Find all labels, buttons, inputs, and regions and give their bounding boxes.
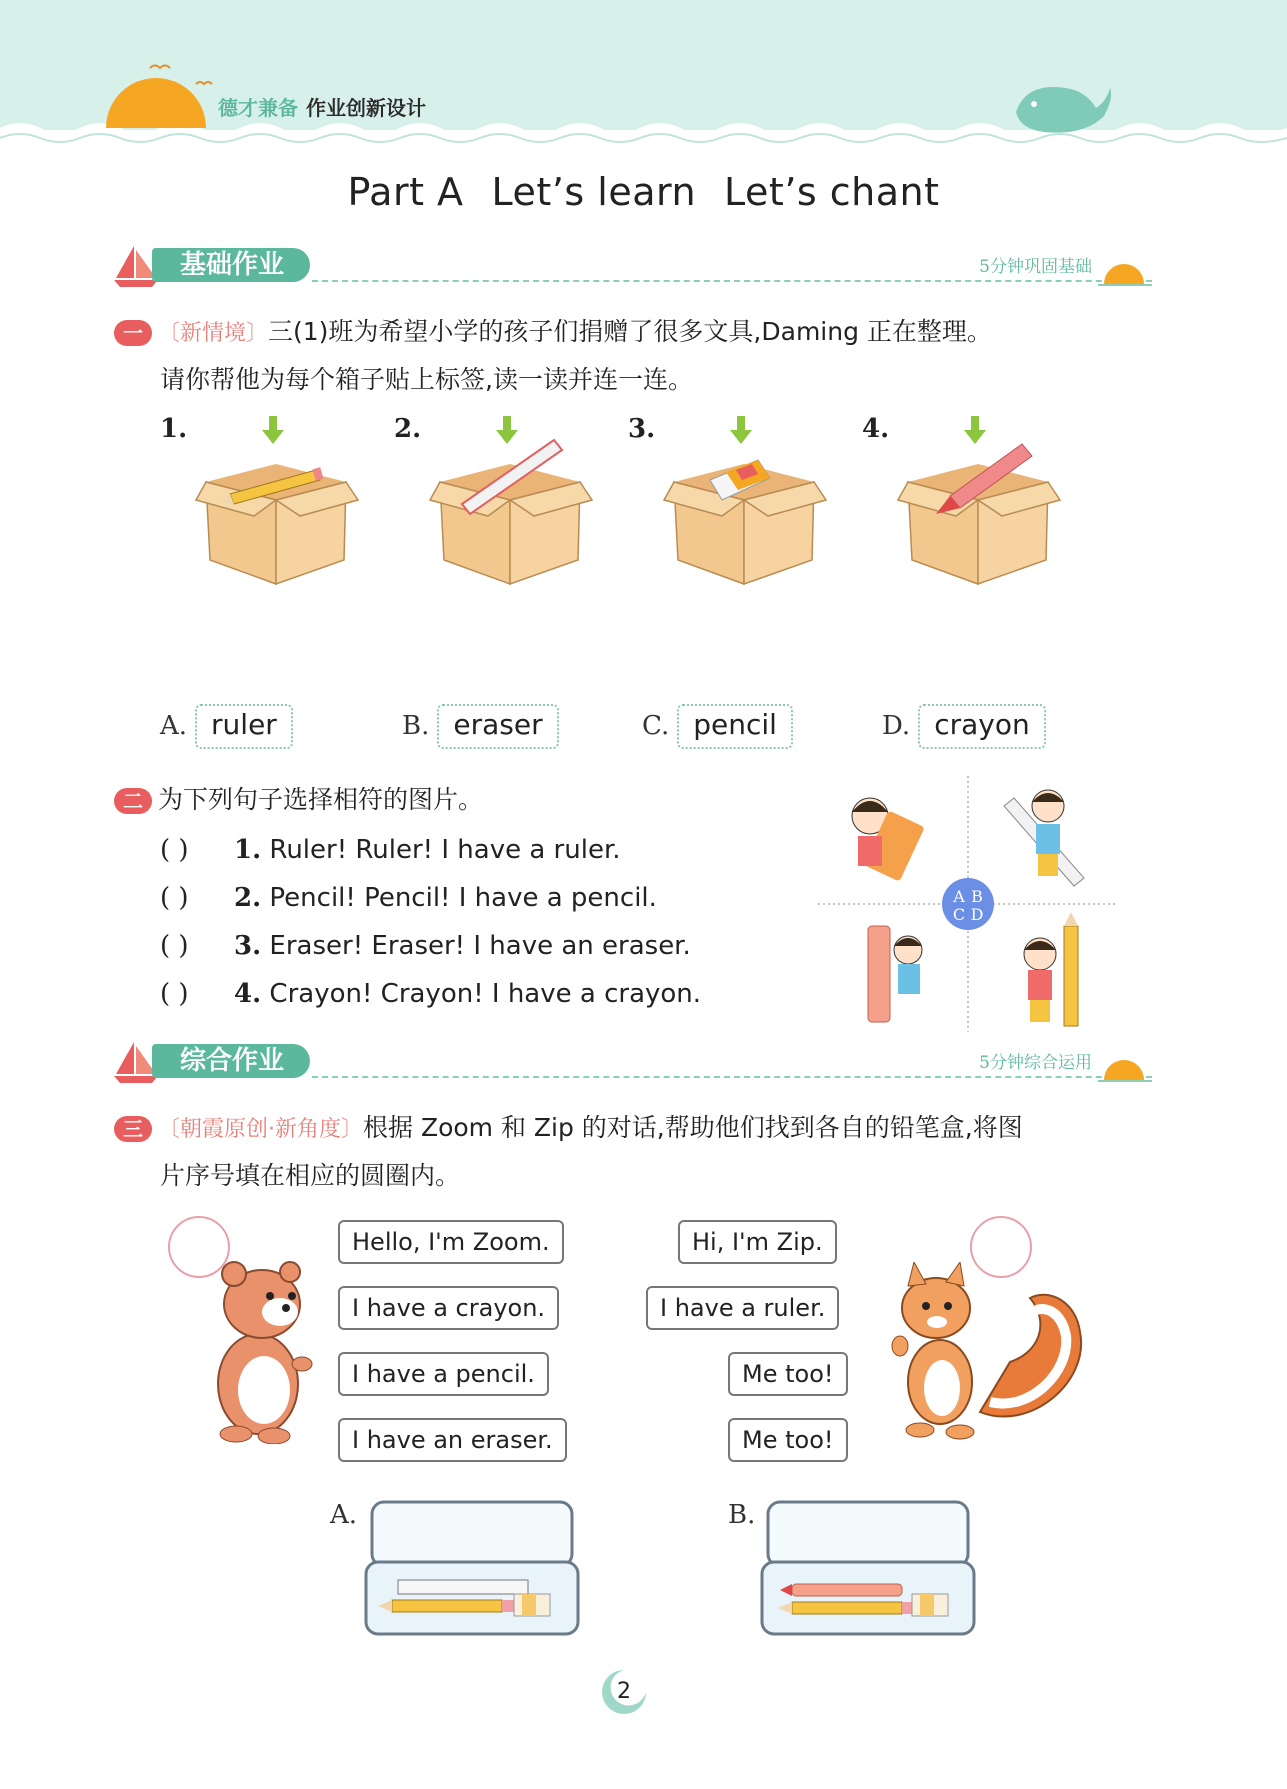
ruler-icon	[398, 1580, 528, 1594]
eraser-icon	[912, 1594, 948, 1616]
page-number: 2	[617, 1679, 631, 1704]
q1-text-line2: 请你帮他为每个箱子贴上标签,读一读并连一连。	[160, 365, 693, 394]
zoom-bear-illustration	[206, 1254, 316, 1444]
zip-speech-bubble: Me too!	[728, 1352, 848, 1396]
q2-sentence-list	[160, 826, 840, 1018]
q1-item-number: 2.	[394, 414, 422, 444]
quad-label-c: C	[952, 905, 966, 924]
q1-item-number: 1.	[160, 414, 188, 444]
zoom-speech-bubble: Hello, I'm Zoom.	[338, 1220, 564, 1264]
word-label: ruler	[195, 704, 293, 749]
brand-dark-text: 作业创新设计	[306, 96, 426, 120]
section-hint: 5分钟综合运用	[979, 1053, 1092, 1073]
q1-tag: 〔新情境〕	[158, 321, 269, 346]
option-letter: B.	[402, 711, 430, 741]
sun-small-icon	[1098, 1052, 1152, 1082]
q1-option-c	[642, 704, 793, 749]
zip-speech-bubble: Me too!	[728, 1418, 848, 1462]
zoom-speech-bubble: I have an eraser.	[338, 1418, 567, 1462]
option-letter: C.	[642, 711, 670, 741]
title-chant: Let’s chant	[724, 170, 940, 214]
q2-text: 为下列句子选择相符的图片。	[158, 785, 484, 814]
option-letter: D.	[882, 711, 911, 741]
answer-blank[interactable]: ( )	[160, 931, 189, 961]
box-4	[898, 416, 1060, 584]
q1-option-d	[882, 704, 1046, 749]
q2-sentence	[160, 826, 840, 874]
q2-heading	[114, 776, 483, 824]
title-learn: Let’s learn	[491, 170, 697, 214]
sentence-number: 1.	[234, 835, 262, 865]
q1-option-b	[402, 704, 559, 749]
q1-text-line1: 三(1)班为希望小学的孩子们捐赠了很多文具,Daming 正在整理。	[268, 317, 992, 346]
section-hint: 5分钟巩固基础	[979, 257, 1092, 277]
q3-text-line1: 根据 Zoom 和 Zip 的对话,帮助他们找到各自的铅笔盒,将图	[363, 1113, 1023, 1142]
q1-option-a	[160, 704, 293, 749]
section-banner-basic	[112, 244, 1152, 290]
q3-tag: 〔朝霞原创·新角度〕	[158, 1117, 363, 1142]
sentence-text: Ruler! Ruler! I have a ruler.	[269, 835, 621, 865]
q1-heading	[114, 308, 1164, 358]
box-2	[430, 416, 592, 584]
q1-item-number: 3.	[628, 414, 656, 444]
option-letter: A.	[160, 711, 188, 741]
section-label: 基础作业	[152, 248, 310, 282]
pencil-icon	[378, 1600, 516, 1612]
q3-heading	[114, 1104, 1174, 1154]
answer-blank[interactable]: ( )	[160, 979, 189, 1009]
zip-speech-bubble: I have a ruler.	[646, 1286, 839, 1330]
q2-number-badge: 二	[114, 788, 152, 814]
section-label: 综合作业	[152, 1044, 310, 1078]
word-label: crayon	[918, 704, 1046, 749]
section-divider	[312, 1076, 1152, 1078]
q2-sentence	[160, 970, 840, 1018]
sun-small-icon	[1098, 256, 1152, 286]
sentence-number: 3.	[234, 931, 262, 961]
sentence-text: Crayon! Crayon! I have a crayon.	[269, 979, 702, 1009]
q1-item-number: 4.	[862, 414, 890, 444]
kid-pencil-illustration	[1024, 912, 1078, 1026]
word-label: pencil	[677, 704, 793, 749]
brand-title	[218, 92, 426, 121]
q3-number-badge: 三	[114, 1116, 152, 1142]
kid-crayon-illustration	[868, 926, 922, 1022]
zip-speech-bubble: Hi, I'm Zip.	[678, 1220, 837, 1264]
brand-green-text: 德才兼备	[218, 96, 298, 120]
pencil-icon	[778, 1602, 914, 1614]
box-3	[664, 416, 826, 584]
answer-blank[interactable]: ( )	[160, 883, 189, 913]
title-part: Part A	[347, 170, 464, 214]
section-divider	[312, 280, 1152, 282]
pencil-case-b-illustration	[758, 1498, 978, 1638]
section-banner-comprehensive	[112, 1040, 1152, 1086]
header-banner	[0, 0, 1287, 150]
zoom-speech-bubble: I have a crayon.	[338, 1286, 559, 1330]
q1-number-badge: 一	[114, 320, 152, 346]
answer-blank[interactable]: ( )	[160, 835, 189, 865]
q2-sentence	[160, 922, 840, 970]
quad-label-b: B	[971, 887, 983, 906]
pencil-case-a-illustration	[362, 1498, 582, 1638]
q3-text-line2: 片序号填在相应的圆圈内。	[160, 1161, 461, 1190]
sentence-number: 2.	[234, 883, 262, 913]
zip-squirrel-illustration	[880, 1262, 1100, 1452]
eraser-icon	[514, 1594, 550, 1616]
box-1	[196, 416, 358, 584]
kid-eraser-illustration	[852, 798, 925, 882]
case-b-label: B.	[728, 1500, 756, 1530]
page-title	[0, 170, 1287, 214]
sentence-text: Pencil! Pencil! I have a pencil.	[269, 883, 657, 913]
quad-label-a: A	[953, 887, 965, 906]
kid-ruler-illustration	[1004, 790, 1084, 886]
q1-boxes-illustration	[186, 412, 1086, 592]
case-a-label: A.	[330, 1500, 358, 1530]
crayon-icon	[780, 1584, 902, 1596]
sentence-number: 4.	[234, 979, 262, 1009]
quad-label-d: D	[970, 905, 984, 924]
word-label: eraser	[437, 704, 558, 749]
q2-sentence	[160, 874, 840, 922]
sentence-text: Eraser! Eraser! I have an eraser.	[269, 931, 691, 961]
zoom-speech-bubble: I have a pencil.	[338, 1352, 549, 1396]
q2-quadrant-picture	[818, 776, 1118, 1032]
